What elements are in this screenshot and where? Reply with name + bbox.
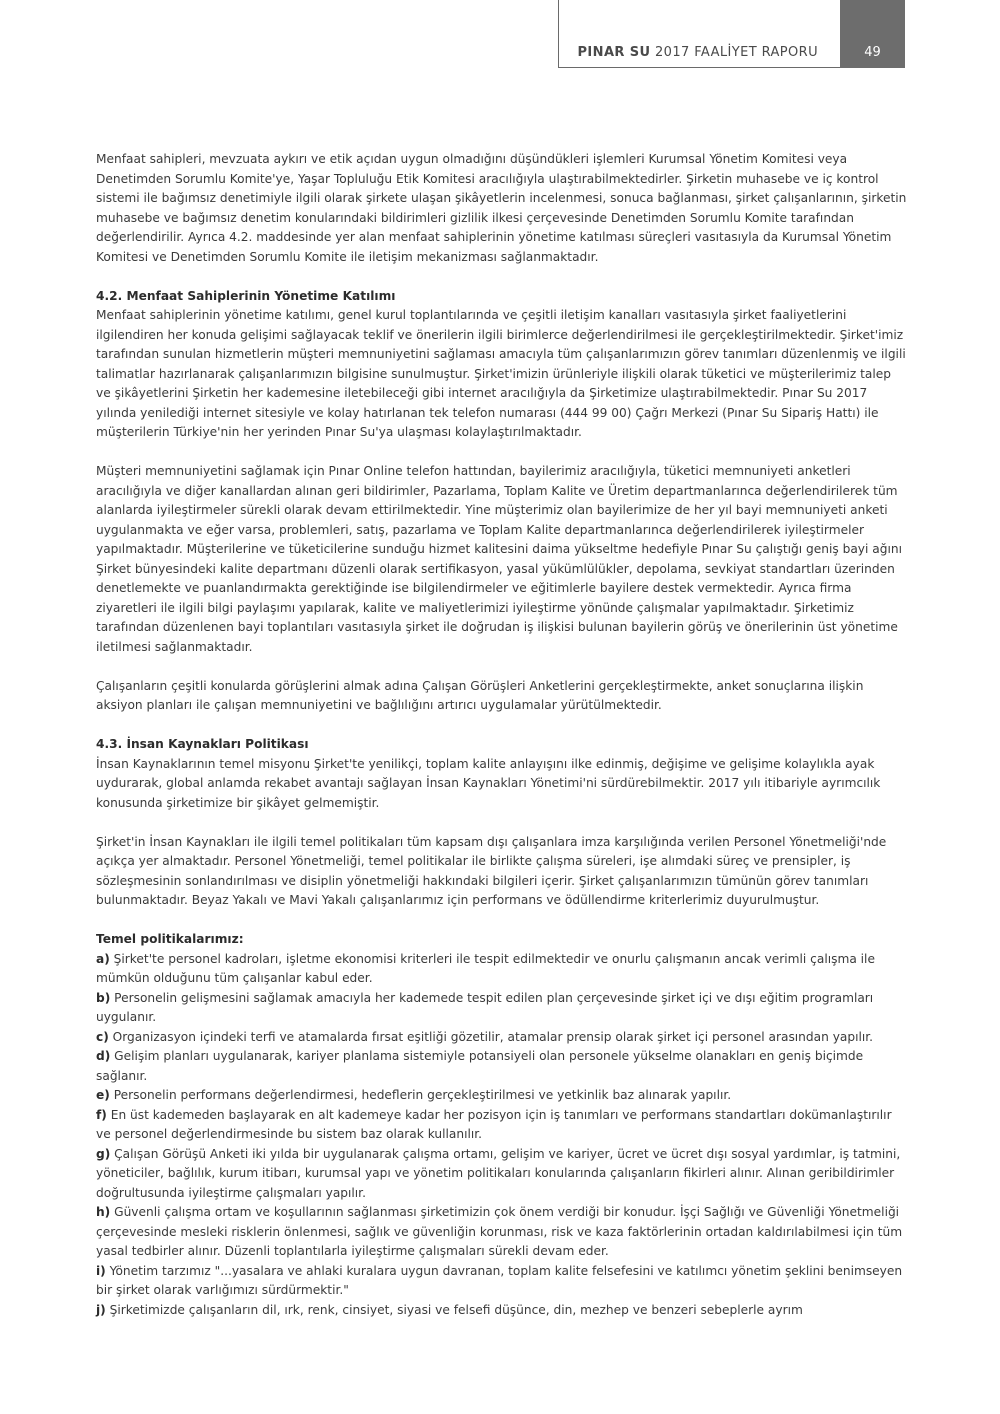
policy-item bbox=[96, 989, 908, 1028]
policy-item bbox=[96, 950, 908, 989]
policy-label: e) bbox=[96, 1088, 110, 1102]
brand-name: PINAR SU bbox=[577, 45, 651, 60]
policy-item bbox=[96, 1047, 908, 1086]
policy-item bbox=[96, 1203, 908, 1262]
policy-text: Güvenli çalışma ortam ve koşullarının sağlanması şirketimizin çok önem verdiği bir konudur. İşçi Sağlığı ve Güvenliği Yönetmeliği çerçevesinde mesleki risklerin önlenmesi, sağlık ve güvenliğin korunması, risk ve kaza faktörlerinin ortadan kaldırılabilmesi için tüm yasal tedbirler alınır. Düzenli toplantılarla iyileştirme çalışmaları sürekli devam eder. bbox=[96, 1205, 903, 1258]
policy-label: j) bbox=[96, 1302, 106, 1317]
policy-label: i) bbox=[96, 1263, 106, 1278]
page-number-box bbox=[840, 0, 905, 68]
report-title bbox=[578, 45, 819, 60]
policy-text: Organizasyon içindeki terfi ve atamalarda fırsat eşitliği gözetilir, atamalar prensip olarak şirket içi personel arasından yapılır. bbox=[108, 1029, 874, 1044]
paragraph: Çalışanların çeşitli konularda görüşlerini almak adına Çalışan Görüşleri Anketlerini gerçekleştirmekte, anket sonuçlarına ilişkin aksiyon planları ile çalışan memnuniyetini ve bağlılığını artırıcı uygulamalar yürütülmektedir. bbox=[96, 678, 864, 712]
paragraph: Şirket'in İnsan Kaynakları ile ilgili temel politikaları tüm kapsam dışı çalışanlara imza karşılığında verilen Personel Yönetmeliği'nde açıkça yer almaktadır. Personel Yönetmeliği, temel politikalar ile birlikte çalışma süreleri, işe alımdaki süreç ve prensipler, iş sözleşmesinin sonlandırılması ve disiplin yönetmeliği hakkındaki bilgileri içerir. Şirket çalışanlarımızın tümünün görev tanımları bulunmaktadır. Beyaz Yakalı ve Mavi Yakalı çalışanlarımız için performans ve ödüllendirme kriterlerimiz duyurulmuştur. bbox=[96, 834, 887, 907]
policy-label: d) bbox=[96, 1049, 111, 1063]
policy-item bbox=[96, 1145, 908, 1204]
header-frame bbox=[558, 0, 840, 68]
policy-text: En üst kademeden başlayarak en alt kademeye kadar her pozisyon için iş tanımları ve performans standartları dokümanlaştırılır ve personel değerlendirmesinde bu sistem baz olarak kullanılır. bbox=[96, 1107, 892, 1141]
paragraph: Müşteri memnuniyetini sağlamak için Pınar Online telefon hattından, bayilerimiz aracılığıyla, tüketici memnuniyeti anketleri aracılığıyla ve diğer kanallardan alınan geri bildirimler, Pazarlama, Toplam Kalite ve Üretim departmanlarınca değerlendirilerek tüm alanlarda iyileştirmeler sürekli olarak devam ettirilmektedir. Yine müşterimiz olan bayilerimize de her yıl bayi memnuniyeti anketi uygulanmakta ve eğer varsa, problemleri, satış, pazarlama ve Toplam Kalite departmanlarınca değerlendirilerek iyileştirmeler yapılmaktadır. Müşterilerine ve tüketicilerine sunduğu hizmet kalitesini daima yükseltme hedefiyle Pınar Su çalıştığı geniş bayi ağını Şirket bünyesindeki kalite departmanı düzenli olarak sertifikasyon, yasal yükümlülükler, depolama, sevkiyat standartları üzerinden denetlemekte ve puanlandırmakta gerektiğinde ise bilgilendirmeler ve eğitimlerle bayilere destek vermektedir. Ayrıca firma ziyaretleri ile ilgili bilgi paylaşımı yapılarak, kalite ve maliyetlerimizi iyileştirme yönünde çalışmalar yapılmaktadır. Şirketimiz tarafından düzenlenen bayi toplantıları vasıtasıyla şirket ile doğrudan iş ilişkisi bulunan bayilerin görüş ve önerilerinin üst yönetime iletilmesi sağlanmaktadır. bbox=[96, 464, 902, 654]
page-number: 49 bbox=[864, 45, 881, 60]
report-name: 2017 FAALİYET RAPORU bbox=[655, 45, 818, 60]
policy-item bbox=[96, 1086, 908, 1106]
policy-text: Personelin performans değerlendirmesi, hedeflerin gerçekleştirilmesi ve yetkinlik baz alınarak yapılır. bbox=[109, 1088, 732, 1102]
policy-label: b) bbox=[96, 990, 111, 1005]
section-heading-4-2: 4.2. Menfaat Sahiplerinin Yönetime Katılımı bbox=[96, 288, 396, 303]
policy-text: Yönetim tarzımız "...yasalara ve ahlaki kuralara uygun davranan, toplam kalite felsefesini ve katılımcı yönetim şeklini benimseyen bir şirket olarak varlığımızı sürdürmektir." bbox=[96, 1263, 903, 1297]
intro-paragraph: Menfaat sahipleri, mevzuata aykırı ve etik açıdan uygun olmadığını düşündükleri işlemleri Kurumsal Yönetim Komitesi veya Denetimden Sorumlu Komite'ye, Yaşar Topluluğu Etik Komitesi aracılığıyla ulaştırabilmektedirler. Şirketin muhasebe ve iç kontrol sistemi ile bağımsız denetimiyle ilgili olarak şirkete ulaşan şikâyetlerin incelenmesi, sonuca bağlanması, şirket çalışanlarının, şirketin muhasebe ve bağımsız denetim konularındaki bildirimleri gizlilik ilkesi çerçevesinde Denetimden Sorumlu Komite tarafından değerlendirilir. Ayrıca 4.2. maddesinde yer alan menfaat sahiplerinin yönetime katılması süreçleri vasıtasıyla da Kurumsal Yönetim Komitesi ve Denetimden Sorumlu Komite ile iletişim mekanizması sağlanmaktadır. bbox=[96, 152, 907, 264]
policy-text: Şirket'te personel kadroları, işletme ekonomisi kriterleri ile tespit edilmektedir ve onurlu çalışmanın ancak verimli çalışma ile mümkün olduğunu tüm çalışanlar kabul eder. bbox=[96, 951, 875, 985]
policy-text: Personelin gelişmesini sağlamak amacıyla her kademede tespit edilen plan çerçevesinde şirket içi ve dışı eğitim programları uygulanır. bbox=[96, 990, 874, 1024]
policy-item bbox=[96, 1262, 908, 1301]
policy-label: a) bbox=[96, 951, 110, 966]
section-heading-4-3: 4.3. İnsan Kaynakları Politikası bbox=[96, 737, 309, 751]
policy-item bbox=[96, 1106, 908, 1145]
paragraph: İnsan Kaynaklarının temel misyonu Şirket'te yenilikçi, toplam kalite anlayışını ilke edinmiş, değişime ve gelişime kolaylıkla ayak uydurarak, global anlamda rekabet avantajı sağlayan İnsan Kaynakları Yönetimi'ni sürdürebilmektir. 2017 yılı itibariyle ayrımcılık konusunda şirketimize bir şikâyet gelmemiştir. bbox=[96, 756, 881, 810]
policy-text: Gelişim planları uygulanarak, kariyer planlama sistemiyle potansiyeli olan personele yükselme olanakları en geniş biçimde sağlanır. bbox=[96, 1049, 864, 1083]
policy-text: Çalışan Görüşü Anketi iki yılda bir uygulanarak çalışma ortamı, gelişim ve kariyer, ücret ve ücret dışı sosyal yardımlar, iş tatmini, yöneticiler, bağlılık, kurum itibarı, kurumsal yapı ve yönetim politikaları konularında çalışanların fikirleri alınır. Alınan geribildirimler doğrultusunda iyileştirme çalışmaları yapılır. bbox=[96, 1146, 901, 1200]
policy-label: c) bbox=[96, 1029, 109, 1044]
policy-item bbox=[96, 1028, 908, 1048]
policy-label: g) bbox=[96, 1146, 111, 1161]
policy-label: f) bbox=[96, 1107, 107, 1122]
paragraph: Menfaat sahiplerinin yönetime katılımı, genel kurul toplantılarında ve çeşitli iletişim kanalları vasıtasıyla şirket faaliyetlerini ilgilendiren her konuda gelişimi sağlayacak teklif ve önerilerin ilgili birimlerce değerlendirilmesi ile gerçekleştirilmektedir. Şirket'imiz tarafından sunulan hizmetlerin müşteri memnuniyetini sağlaması amacıyla tüm çalışanlarımızın görev tanımları düzenlenmiş ve ilgili talimatlar hazırlanarak çalışanlarımızın bilgisine sunulmuştur. Şirket'imizin ürünleriyle ilişkili olarak tüketici ve müşterilerimiz talep ve şikâyetlerini Şirketin her kademesine iletebileceği gibi internet aracılığıyla da Şirketimize ulaştırabilmektedir. Pınar Su 2017 yılında yenilediği internet sitesiyle ve kolay hatırlanan tek telefon numarası (444 99 00) Çağrı Merkezi (Pınar Su Sipariş Hattı) ile müşterilerin Türkiye'nin her yerinden Pınar Su'ya ulaşması kolaylaştırılmaktadır. bbox=[96, 308, 906, 439]
policies-heading: Temel politikalarımız: bbox=[96, 932, 244, 946]
policy-item bbox=[96, 1301, 908, 1321]
policy-text: Şirketimizde çalışanların dil, ırk, renk, cinsiyet, siyasi ve felsefi düşünce, din, mezhep ve benzeri sebeplerle ayrım bbox=[105, 1302, 803, 1317]
policy-label: h) bbox=[96, 1205, 111, 1219]
document-body bbox=[96, 150, 908, 1320]
